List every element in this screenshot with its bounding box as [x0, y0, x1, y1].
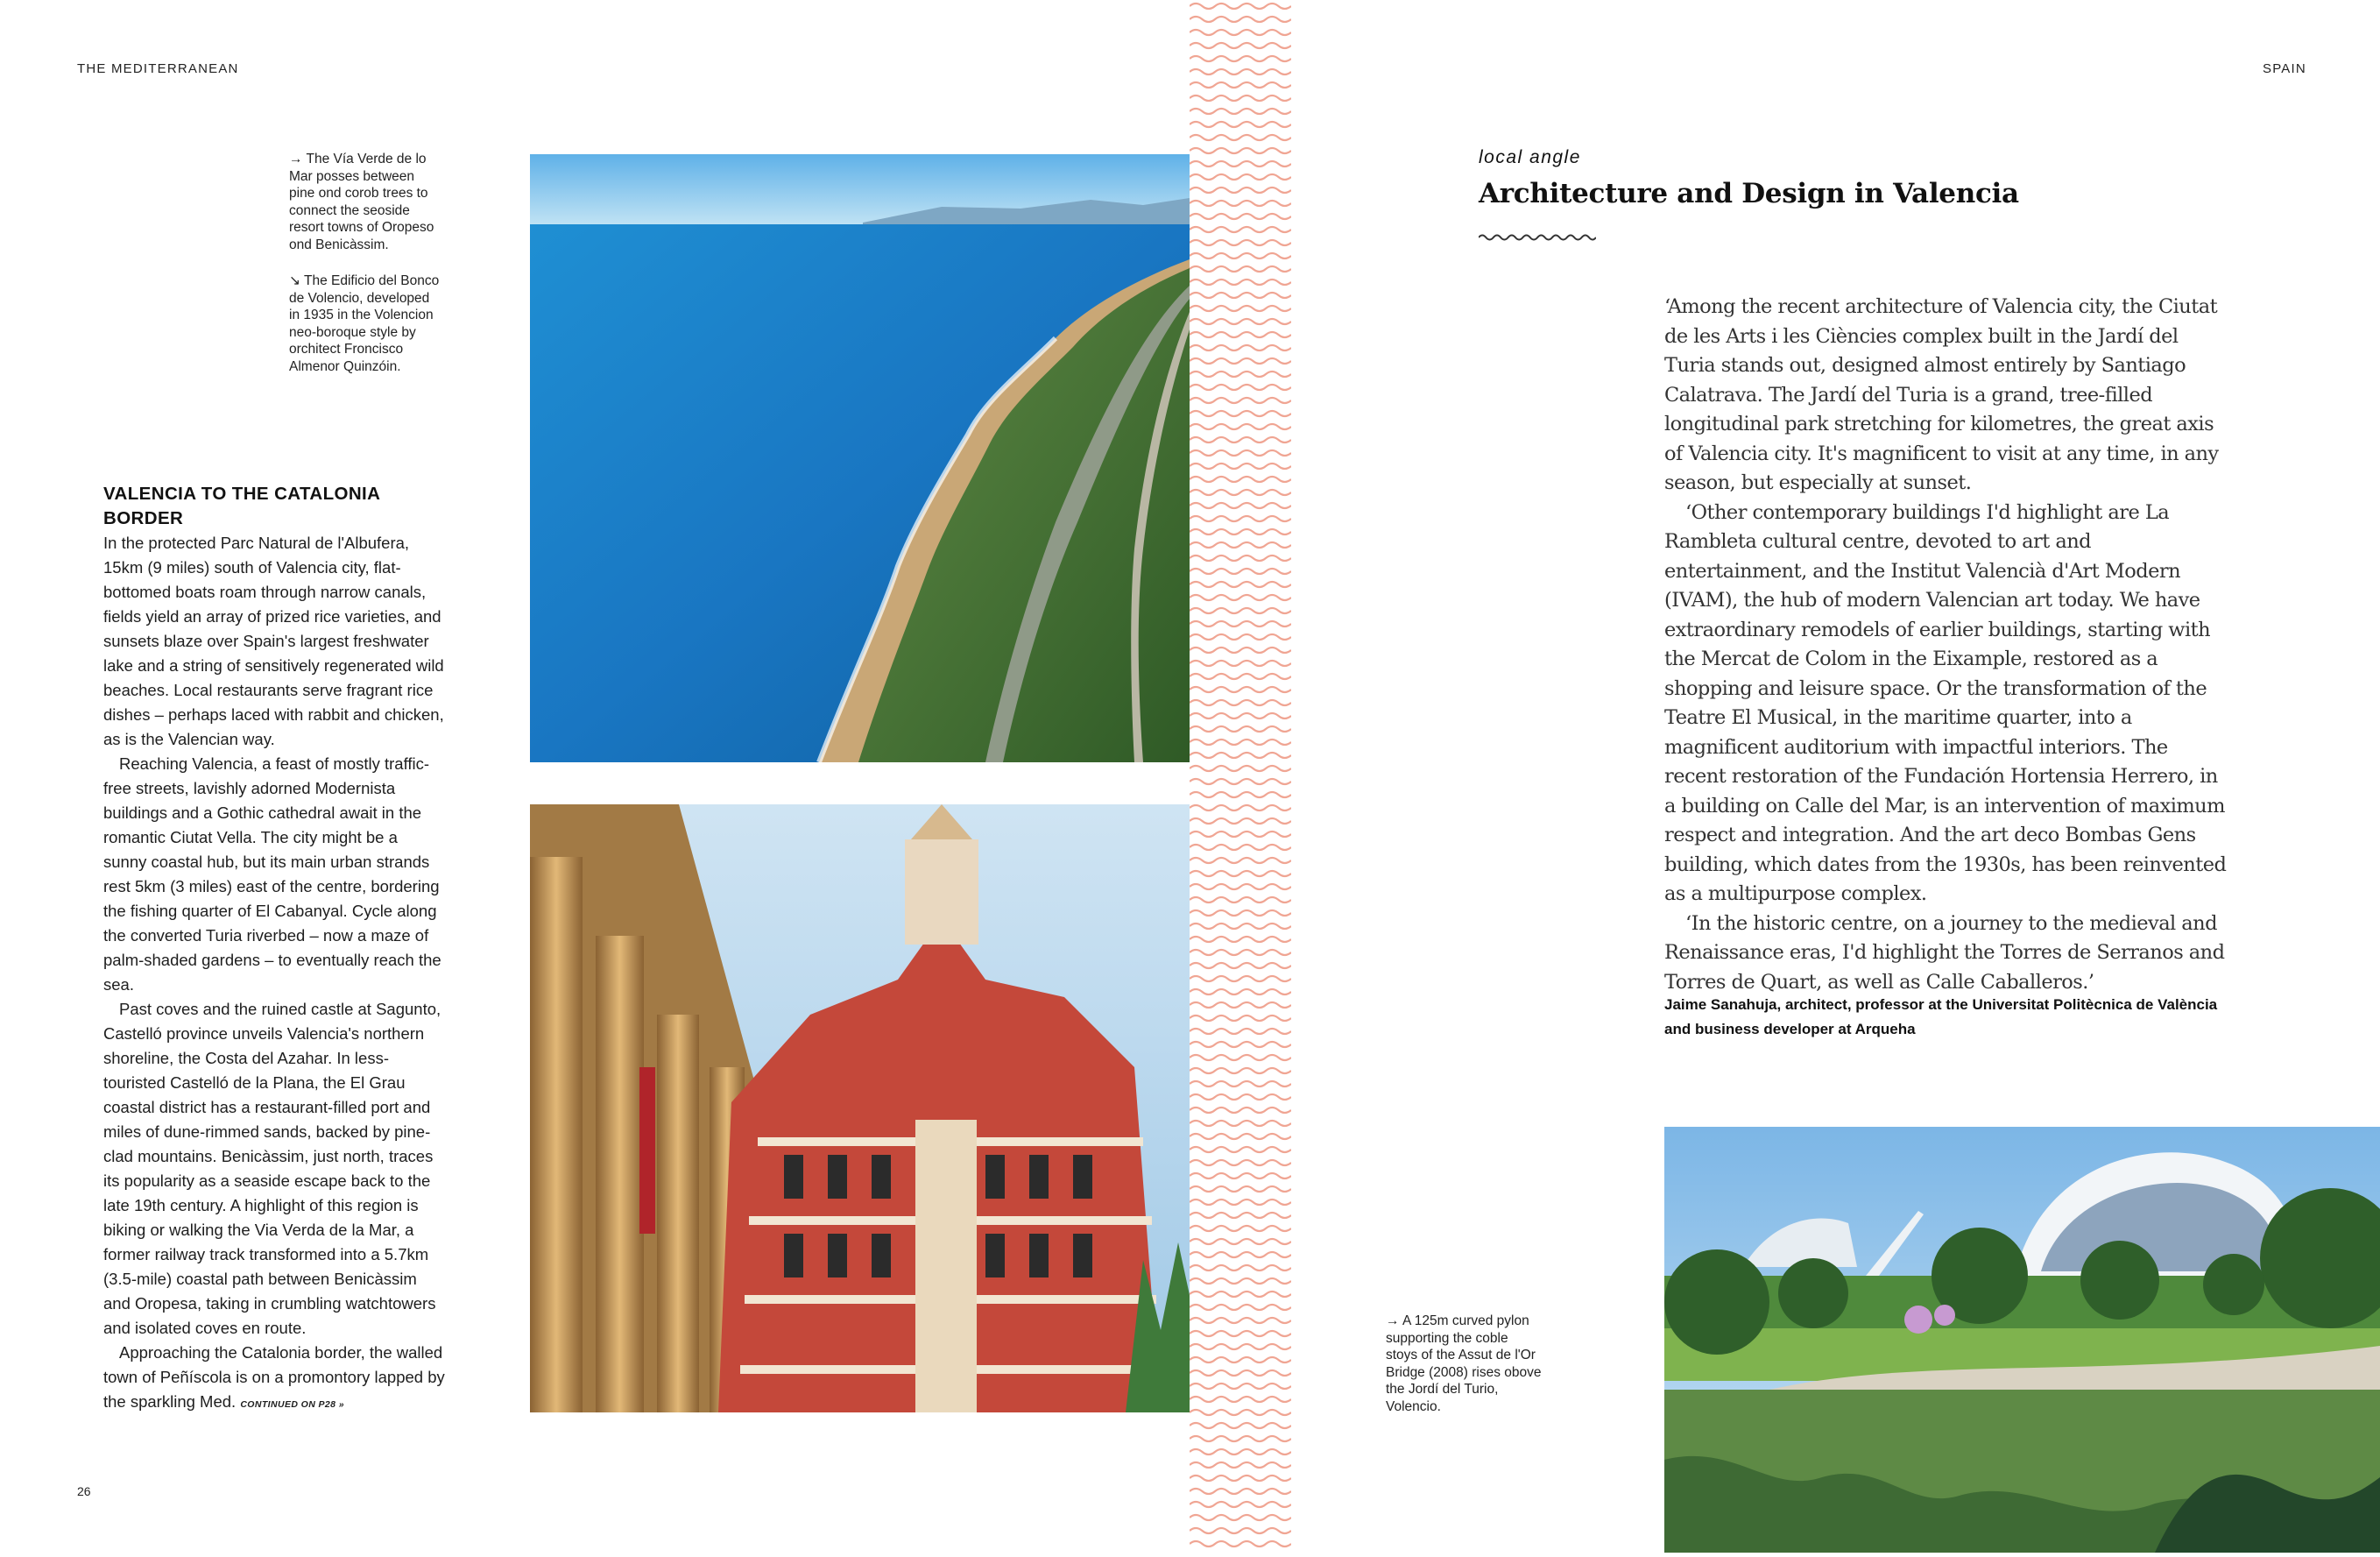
article-paragraph: Reaching Valencia, a feast of mostly traffic-free streets, lavishly adorned Modernista buildings and a Gothic cathedral await in the romantic Ciutat Vella. The city might be a sunny coastal hub, but its main urban strands rest 5km (3 miles) east of the centre, bordering the fishing quarter of El Cabanyal. Cycle along the converted Turia riverbed – now a maze of palm-shaded gardens – to eventually reach the sea.: [103, 754, 441, 994]
page-number: 26: [77, 1484, 91, 1498]
running-head-left: THE MEDITERRANEAN: [77, 61, 239, 76]
article-final-text: Approaching the Catalonia border, the walled town of Peñíscola is on a promontory lapped by the sparkling Med.: [103, 1343, 445, 1411]
caption-bank-building: ↘ The Edificio del Bonco de Volencio, developed in 1935 in the Volencion neo-boroque style by orchitect Froncisco Almenor Quinzóin.: [289, 273, 440, 374]
feature-quote: [1664, 293, 2234, 997]
quote-attribution: Jaime Sanahuja, architect, professor at the Universitat Politècnica de València and business developer at Arqueha: [1664, 996, 2218, 1037]
wave-divider-icon: [1479, 231, 1596, 242]
article-paragraph: Past coves and the ruined castle at Sagunto, Castelló province unveils Valencia's northern shoreline, the Costa del Azahar. In less-touristed Castelló de la Plana, the El Grau coastal district has a restaurant-filled port and miles of dune-rimmed sands, backed by pine-clad mountains. Benicàssim, just north, traces its popularity as a seaside escape back to the late 19th century. A highlight of this region is biking or walking the Via Verda de la Mar, a former railway track transformed into a 5.7km (3.5-mile) coastal path between Benicàssim and Oropesa, taking in crumbling watchtowers and isolated coves en route.: [103, 1000, 441, 1337]
left-article-body: [103, 531, 445, 1417]
wave-divider-icon: [1190, 0, 1291, 1553]
quote-paragraph: ‘Other contemporary buildings I'd highlight are La Rambleta cultural centre, devoted to art and entertainment, and the Institut Valencià d'Art Modern (IVAM), the hub of modern Valencian art today. We have extraordinary remodels of earlier buildings, starting with the Mercat de Colom in the Eixample, restored as a shopping and leisure space. Or the transformation of the Teatre El Musical, in the maritime quarter, into a magnificent auditorium with impactful interiors. The recent restoration of the Fundación Hortensia Herrero, in a building on Calle del Mar, is an intervention of maximum respect and integration. And the art deco Bombas Gens building, which dates from the 1930s, has been reinvented as a multipurpose complex.: [1664, 500, 2227, 905]
article-paragraph: [103, 1341, 445, 1417]
caption-coastal-path: → The Vía Verde de lo Mar posses between pine ond corob trees to connect the seoside resort towns of Oropeso ond Benicàssim.: [289, 152, 434, 252]
city-of-arts-photo: [1664, 1127, 2380, 1553]
caption-bridge-pylon: → A 125m curved pylon supporting the coble stoys of the Assut de l'Or Bridge (2008) rises obove the Jordí del Turio, Volencio.: [1386, 1313, 1542, 1414]
quote-paragraph: ‘In the historic centre, on a journey to the medieval and Renaissance eras, I'd highlight the Torres de Serranos and Torres de Quart, as well as Calle Caballeros.’: [1664, 911, 2225, 994]
feature-title: Architecture and Design in Valencia: [1479, 178, 2019, 209]
continued-link[interactable]: CONTINUED ON P28 »: [240, 1399, 344, 1410]
running-head-right: SPAIN: [2263, 61, 2306, 76]
article-paragraph: In the protected Parc Natural de l'Albufera, 15km (9 miles) south of Valencia city, flat-bottomed boats roam through narrow canals, fields yield an array of prized rice varieties, and sunsets blaze over Spain's largest freshwater lake and a string of sensitively regenerated wild beaches. Local restaurants serve fragrant rice dishes – perhaps laced with rabbit and chicken, as is the Valencian way.: [103, 534, 444, 748]
photo-captions: [289, 151, 442, 394]
quote-paragraph: ‘Among the recent architecture of Valencia city, the Ciutat de les Arts i les Ciències complex built in the Jardí del Turia stands out, designed almost entirely by Santiago Calatrava. The Jardí del Turia is a grand, tree-filled longitudinal park stretching for kilometres, the great axis of Valencia city. It's magnificent to visit at any time, in any season, but especially at sunset.: [1664, 295, 2219, 494]
section-heading: VALENCIA TO THE CATALONIA BORDER: [103, 484, 380, 528]
feature-kicker: local angle: [1479, 147, 1581, 167]
coastline-aerial-photo: [530, 154, 1190, 762]
bank-building-photo: [530, 804, 1190, 1412]
